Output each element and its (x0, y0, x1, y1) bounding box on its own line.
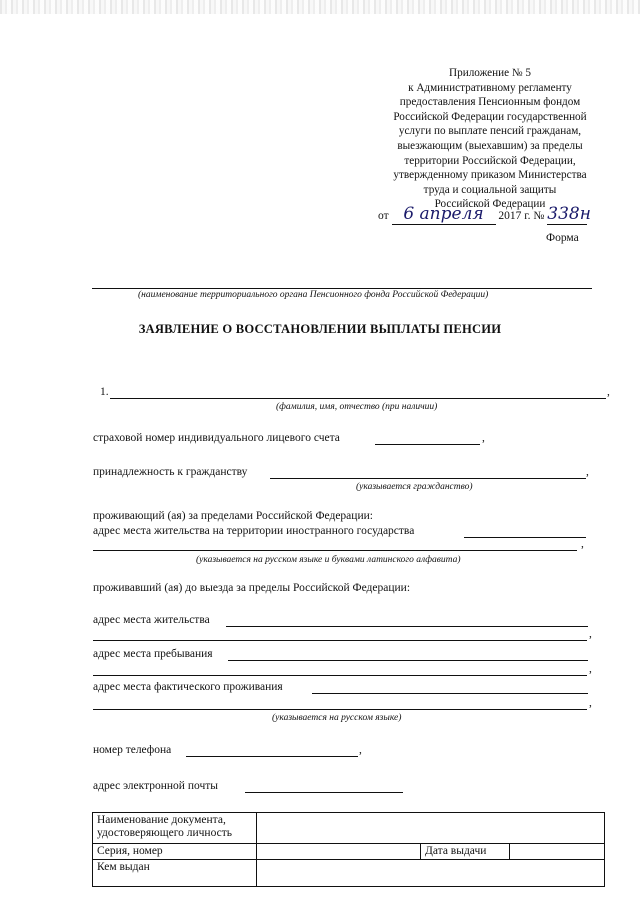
phone-label: номер телефона (93, 744, 172, 756)
comma: , (482, 432, 485, 444)
comma: , (581, 538, 584, 550)
comma: , (586, 466, 589, 478)
doc-name-value-cell[interactable] (257, 813, 605, 844)
snils-label: страховой номер индивидуального лицевого счета (93, 432, 340, 444)
table-row (93, 813, 605, 844)
comma: , (589, 628, 592, 640)
table-row (93, 860, 605, 887)
order-prefix: от (378, 210, 389, 222)
table-row (93, 844, 605, 860)
appendix-line: выезжающим (выехавшим) за пределы (397, 139, 583, 152)
series-value-cell[interactable] (257, 844, 421, 860)
fio-caption: (фамилия, имя, отчество (при наличии) (276, 402, 438, 412)
citizenship-label: принадлежность к гражданству (93, 466, 248, 478)
comma: , (607, 386, 610, 398)
fio-field-line[interactable] (110, 398, 606, 399)
appendix-line: Российской Федерации государственной (393, 110, 587, 123)
stay-label: адрес места пребывания (93, 648, 213, 660)
appendix-line: к Административному регламенту (408, 81, 572, 94)
foreign-address-field-line-2[interactable] (93, 550, 577, 551)
order-date: 6 апреля (392, 204, 496, 225)
snils-field-line[interactable] (375, 444, 480, 445)
appendix-line: Приложение № 5 (449, 67, 531, 79)
stay-field-line-2[interactable] (93, 675, 587, 676)
issue-date-label: Дата выдачи (421, 844, 510, 860)
doc-name-label: Наименование документа, удостоверяющего личность (93, 813, 257, 844)
appendix-block (368, 66, 612, 212)
appendix-line: труда и социальной защиты (423, 183, 557, 196)
scan-noise-strip (0, 0, 640, 14)
russian-caption: (указывается на русском языке) (272, 713, 402, 723)
stay-field-line[interactable] (228, 660, 588, 661)
email-label: адрес электронной почты (93, 780, 218, 792)
item-number: 1. (100, 386, 109, 398)
series-label: Серия, номер (93, 844, 257, 860)
comma: , (359, 744, 362, 756)
residence-field-line-2[interactable] (93, 640, 587, 641)
issue-date-value-cell[interactable] (510, 844, 605, 860)
email-field-line[interactable] (245, 792, 403, 793)
residence-field-line[interactable] (226, 626, 588, 627)
actual-residence-field-line-2[interactable] (93, 709, 587, 710)
lived-before-label: проживавший (ая) до выезда за пределы Российской Федерации: (93, 582, 411, 594)
appendix-line: Российской Федерации (434, 198, 546, 211)
order-year: 2017 г. № (498, 210, 545, 222)
appendix-line: утвержденному приказом Министерства (393, 169, 587, 182)
order-line (378, 204, 591, 225)
appendix-line: территории Российской Федерации, (404, 154, 576, 167)
living-abroad-label: проживающий (ая) за пределами Российской Федерации: (93, 510, 373, 522)
authority-caption: (наименование территориального органа Пенсионного фонда Российской Федерации) (138, 290, 489, 300)
form-label: Форма (546, 232, 579, 244)
issued-by-label: Кем выдан (93, 860, 257, 887)
authority-field-line[interactable] (92, 288, 592, 289)
actual-residence-field-line[interactable] (312, 693, 588, 694)
citizenship-caption: (указывается гражданство) (356, 482, 473, 492)
id-document-table (92, 812, 605, 887)
page-title: ЗАЯВЛЕНИЕ О ВОССТАНОВЛЕНИИ ВЫПЛАТЫ ПЕНСИИ (138, 322, 502, 336)
foreign-address-caption: (указывается на русском языке и буквами латинского алфавита) (196, 555, 461, 565)
appendix-line: услуги по выплате пенсий гражданам, (398, 125, 582, 138)
comma: , (589, 697, 592, 709)
foreign-address-label: адрес места жительства на территории иностранного государства (93, 525, 415, 537)
residence-label: адрес места жительства (93, 614, 210, 626)
actual-residence-label: адрес места фактического проживания (93, 681, 283, 693)
issued-by-value-cell[interactable] (257, 860, 605, 887)
phone-field-line[interactable] (186, 756, 358, 757)
order-number: 338н (547, 204, 591, 224)
citizenship-field-line[interactable] (270, 478, 586, 479)
comma: , (589, 663, 592, 675)
appendix-line: предоставления Пенсионным фондом (399, 96, 581, 109)
foreign-address-field-line[interactable] (464, 537, 586, 538)
